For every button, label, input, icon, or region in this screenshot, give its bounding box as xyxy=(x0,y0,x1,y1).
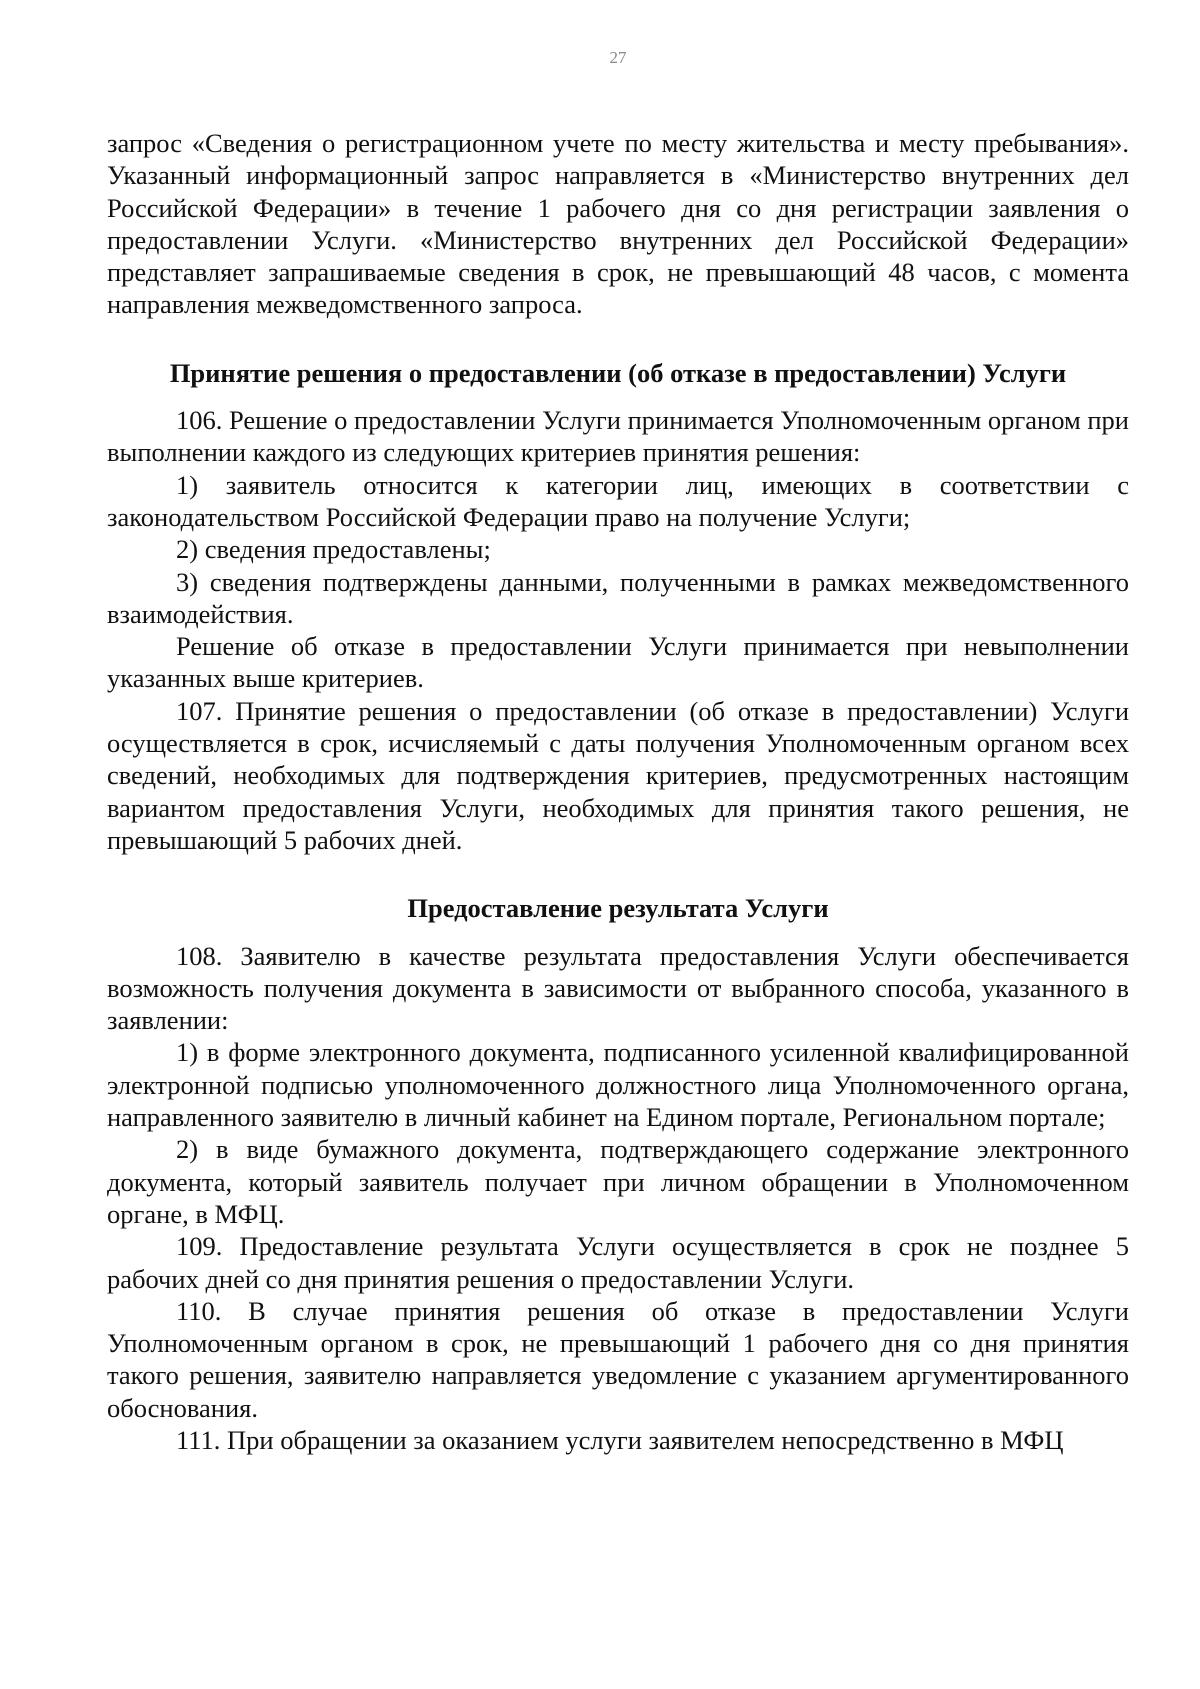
paragraph-110: 110. В случае принятия решения об отказе в предоставлении Услуги Уполномоченным органом в срок, не превышающий 1 рабочего дня со дня принятия такого решения, заявителю направляется уведомление с указанием аргументированного обоснования. xyxy=(107,1295,1129,1423)
paragraph-111: 111. При обращении за оказанием услуги заявителем непосредственно в МФЦ xyxy=(176,1424,1064,1455)
criterion-2: 2) сведения предоставлены; xyxy=(176,534,491,565)
paragraph-107: 107. Принятие решения о предоставлении (об отказе в предоставлении) Услуги осуществляется в срок, исчисляемый с даты получения Уполномоченным органом всех сведений, необходимых для подтверждения критериев, предусмотренных настоящим вариантом предоставления Услуги, необходимых для принятия такого решения, не превышающий 5 рабочих дней. xyxy=(107,695,1129,855)
paragraph-109: 109. Предоставление результата Услуги осуществляется в срок не позднее 5 рабочих дней со дня принятия решения о предоставлении Услуги. xyxy=(107,1231,1129,1294)
criterion-1: 1) заявитель относится к категории лиц, имеющих в соответствии с законодательством Российской Федерации право на получение Услуги; xyxy=(107,469,1129,532)
page-number: 27 xyxy=(609,48,627,67)
section-heading-decision: Принятие решения о предоставлении (об отказе в предоставлении) Услуги xyxy=(169,357,1067,388)
criterion-3: 3) сведения подтверждены данными, полученными в рамках межведомственного взаимодействия. xyxy=(107,566,1129,629)
result-option-2: 2) в виде бумажного документа, подтверждающего содержание электронного документа, который заявитель получает при личном обращении в Уполномоченном органе, в МФЦ. xyxy=(107,1134,1129,1229)
section-heading-result: Предоставление результата Услуги xyxy=(407,893,829,924)
paragraph-continuation: запрос «Сведения о регистрационном учете по месту жительства и месту пребывания». Указанный информационный запрос направляется в «Министерство внутренних дел Российской Федерации» в течение 1 рабочего дня со дня регистрации заявления о предоставлении Услуги. «Министерство внутренних дел Российской Федерации» представляет запрашиваемые сведения в срок, не превышающий 48 часов, с момента направления межведомственного запроса. xyxy=(107,128,1129,320)
paragraph-refusal: Решение об отказе в предоставлении Услуги принимается при невыполнении указанных выше критериев. xyxy=(107,631,1129,694)
document-body xyxy=(107,127,1129,1456)
paragraph-106: 106. Решение о предоставлении Услуги принимается Уполномоченным органом при выполнении каждого из следующих критериев принятия решения: xyxy=(107,405,1129,468)
paragraph-108: 108. Заявителю в качестве результата предоставления Услуги обеспечивается возможность получения документа в зависимости от выбранного способа, указанного в заявлении: xyxy=(107,940,1129,1036)
result-option-1: 1) в форме электронного документа, подписанного усиленной квалифицированной электронной подписью уполномоченного должностного лица Уполномоченного органа, направленного заявителю в личный кабинет на Едином портале, Региональном портале; xyxy=(107,1037,1129,1133)
